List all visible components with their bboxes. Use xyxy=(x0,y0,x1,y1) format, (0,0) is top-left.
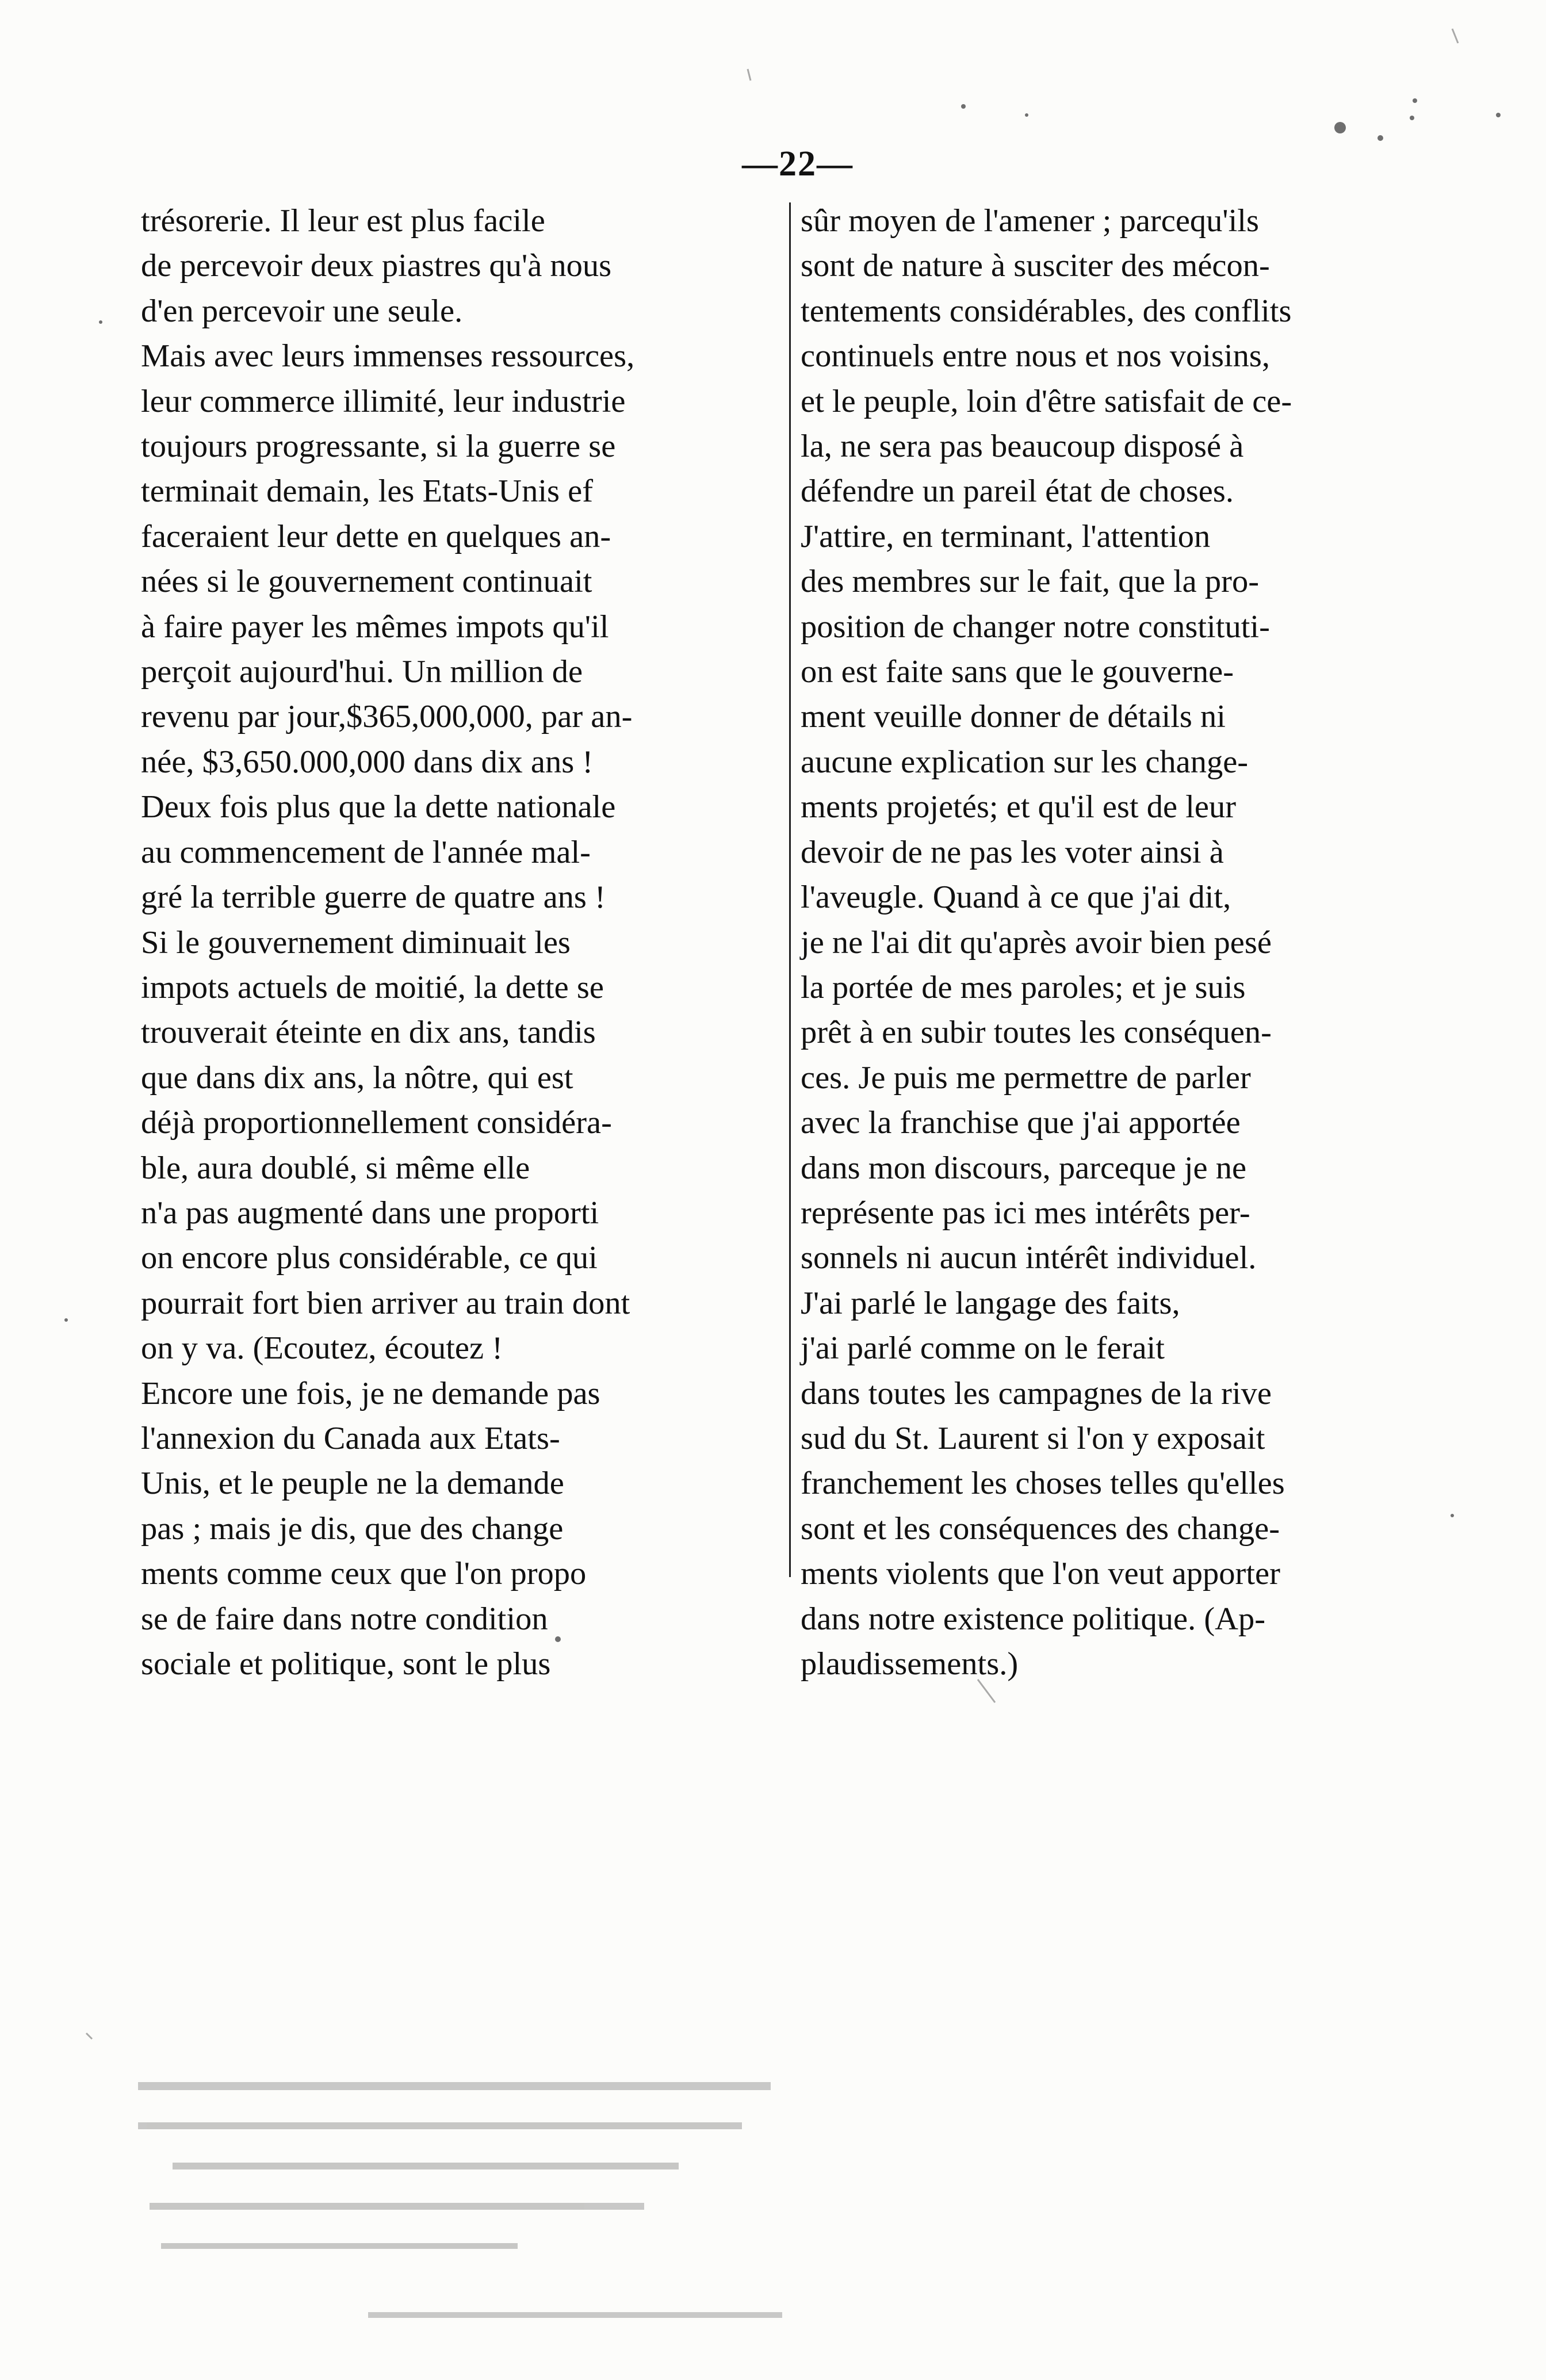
text-line: sud du St. Laurent si l'on y exposait xyxy=(801,1420,1265,1456)
text-line: ments violents que l'on veut apporter xyxy=(801,1556,1280,1592)
text-line: revenu par jour,$365,000,000, par an- xyxy=(141,699,633,735)
text-line: se de faire dans notre condition xyxy=(141,1601,548,1637)
text-line: pourrait fort bien arriver au train dont xyxy=(141,1285,630,1321)
text-line: on encore plus considérable, ce qui xyxy=(141,1240,598,1276)
text-line: tentements considérables, des conflits xyxy=(801,293,1292,329)
text-line: trouverait éteinte en dix ans, tandis xyxy=(141,1015,596,1051)
text-line: la, ne sera pas beaucoup disposé à xyxy=(801,428,1244,465)
text-line: née, $3,650.000,000 dans dix ans ! xyxy=(141,744,594,780)
text-line: je ne l'ai dit qu'après avoir bien pesé xyxy=(801,924,1272,961)
text-line: impots actuels de moitié, la dette se xyxy=(141,969,604,1005)
text-line: perçoit aujourd'hui. Un million de xyxy=(141,654,583,690)
page-number: —22— xyxy=(742,144,854,183)
text-line: sont et les conséquences des change- xyxy=(801,1510,1280,1547)
text-line: J'attire, en terminant, l'attention xyxy=(801,518,1211,554)
text-line: franchement les choses telles qu'elles xyxy=(801,1466,1285,1502)
text-line: ments comme ceux que l'on propo xyxy=(141,1556,587,1592)
text-line: l'aveugle. Quand à ce que j'ai dit, xyxy=(801,879,1231,916)
text-line: ments projetés; et qu'il est de leur xyxy=(801,789,1237,825)
text-line: ces. Je puis me permettre de parler xyxy=(801,1059,1251,1096)
text-line: sonnels ni aucun intérêt individuel. xyxy=(801,1240,1257,1276)
text-line: représente pas ici mes intérêts per- xyxy=(801,1195,1250,1231)
text-line: déjà proportionnellement considéra- xyxy=(141,1105,612,1141)
text-line: prêt à en subir toutes les conséquen- xyxy=(801,1015,1272,1051)
text-line: dans notre existence politique. (Ap- xyxy=(801,1601,1266,1637)
text-line: d'en percevoir une seule. xyxy=(141,293,463,329)
text-line: terminait demain, les Etats-Unis ef xyxy=(141,473,594,510)
text-line: toujours progressante, si la guerre se xyxy=(141,428,616,465)
text-line: et le peuple, loin d'être satisfait de ce- xyxy=(801,383,1292,419)
text-line: position de changer notre constituti- xyxy=(801,609,1270,645)
text-line: aucune explication sur les change- xyxy=(801,744,1249,780)
text-line: Unis, et le peuple ne la demande xyxy=(141,1466,564,1502)
text-line: dans toutes les campagnes de la rive xyxy=(801,1375,1272,1411)
text-line: au commencement de l'année mal- xyxy=(141,834,591,870)
text-line: leur commerce illimité, leur industrie xyxy=(141,383,626,419)
text-line: gré la terrible guerre de quatre ans ! xyxy=(141,879,606,916)
text-line: Si le gouvernement diminuait les xyxy=(141,924,571,961)
text-line: n'a pas augmenté dans une proporti xyxy=(141,1195,599,1231)
text-line: des membres sur le fait, que la pro- xyxy=(801,564,1260,600)
text-line: défendre un pareil état de choses. xyxy=(801,473,1234,510)
text-line: sociale et politique, sont le plus xyxy=(141,1646,551,1682)
text-line: Encore une fois, je ne demande pas xyxy=(141,1375,600,1411)
text-line: l'annexion du Canada aux Etats- xyxy=(141,1420,560,1456)
text-line: à faire payer les mêmes impots qu'il xyxy=(141,609,609,645)
text-line: faceraient leur dette en quelques an- xyxy=(141,518,611,554)
text-line: on est faite sans que le gouverne- xyxy=(801,654,1234,690)
text-line: continuels entre nous et nos voisins, xyxy=(801,338,1271,374)
text-line: ment veuille donner de détails ni xyxy=(801,699,1226,735)
text-line: nées si le gouvernement continuait xyxy=(141,564,592,600)
text-line: trésorerie. Il leur est plus facile xyxy=(141,203,545,239)
text-line: dans mon discours, parceque je ne xyxy=(801,1150,1247,1186)
text-line: de percevoir deux piastres qu'à nous xyxy=(141,248,612,284)
text-line: pas ; mais je dis, que des change xyxy=(141,1510,564,1547)
text-line: Mais avec leurs immenses ressources, xyxy=(141,338,635,374)
text-line: devoir de ne pas les voter ainsi à xyxy=(801,834,1224,870)
text-line: plaudissements.) xyxy=(801,1646,1019,1682)
text-line: avec la franchise que j'ai apportée xyxy=(801,1105,1241,1141)
text-line: que dans dix ans, la nôtre, qui est xyxy=(141,1059,573,1096)
text-line: sûr moyen de l'amener ; parcequ'ils xyxy=(801,203,1259,239)
text-line: on y va. (Ecoutez, écoutez ! xyxy=(141,1330,503,1367)
text-line: J'ai parlé le langage des faits, xyxy=(801,1285,1180,1321)
text-line: Deux fois plus que la dette nationale xyxy=(141,789,616,825)
text-line: j'ai parlé comme on le ferait xyxy=(801,1330,1165,1367)
text-line: sont de nature à susciter des mécon- xyxy=(801,248,1270,284)
text-line: la portée de mes paroles; et je suis xyxy=(801,969,1246,1005)
text-line: ble, aura doublé, si même elle xyxy=(141,1150,530,1186)
